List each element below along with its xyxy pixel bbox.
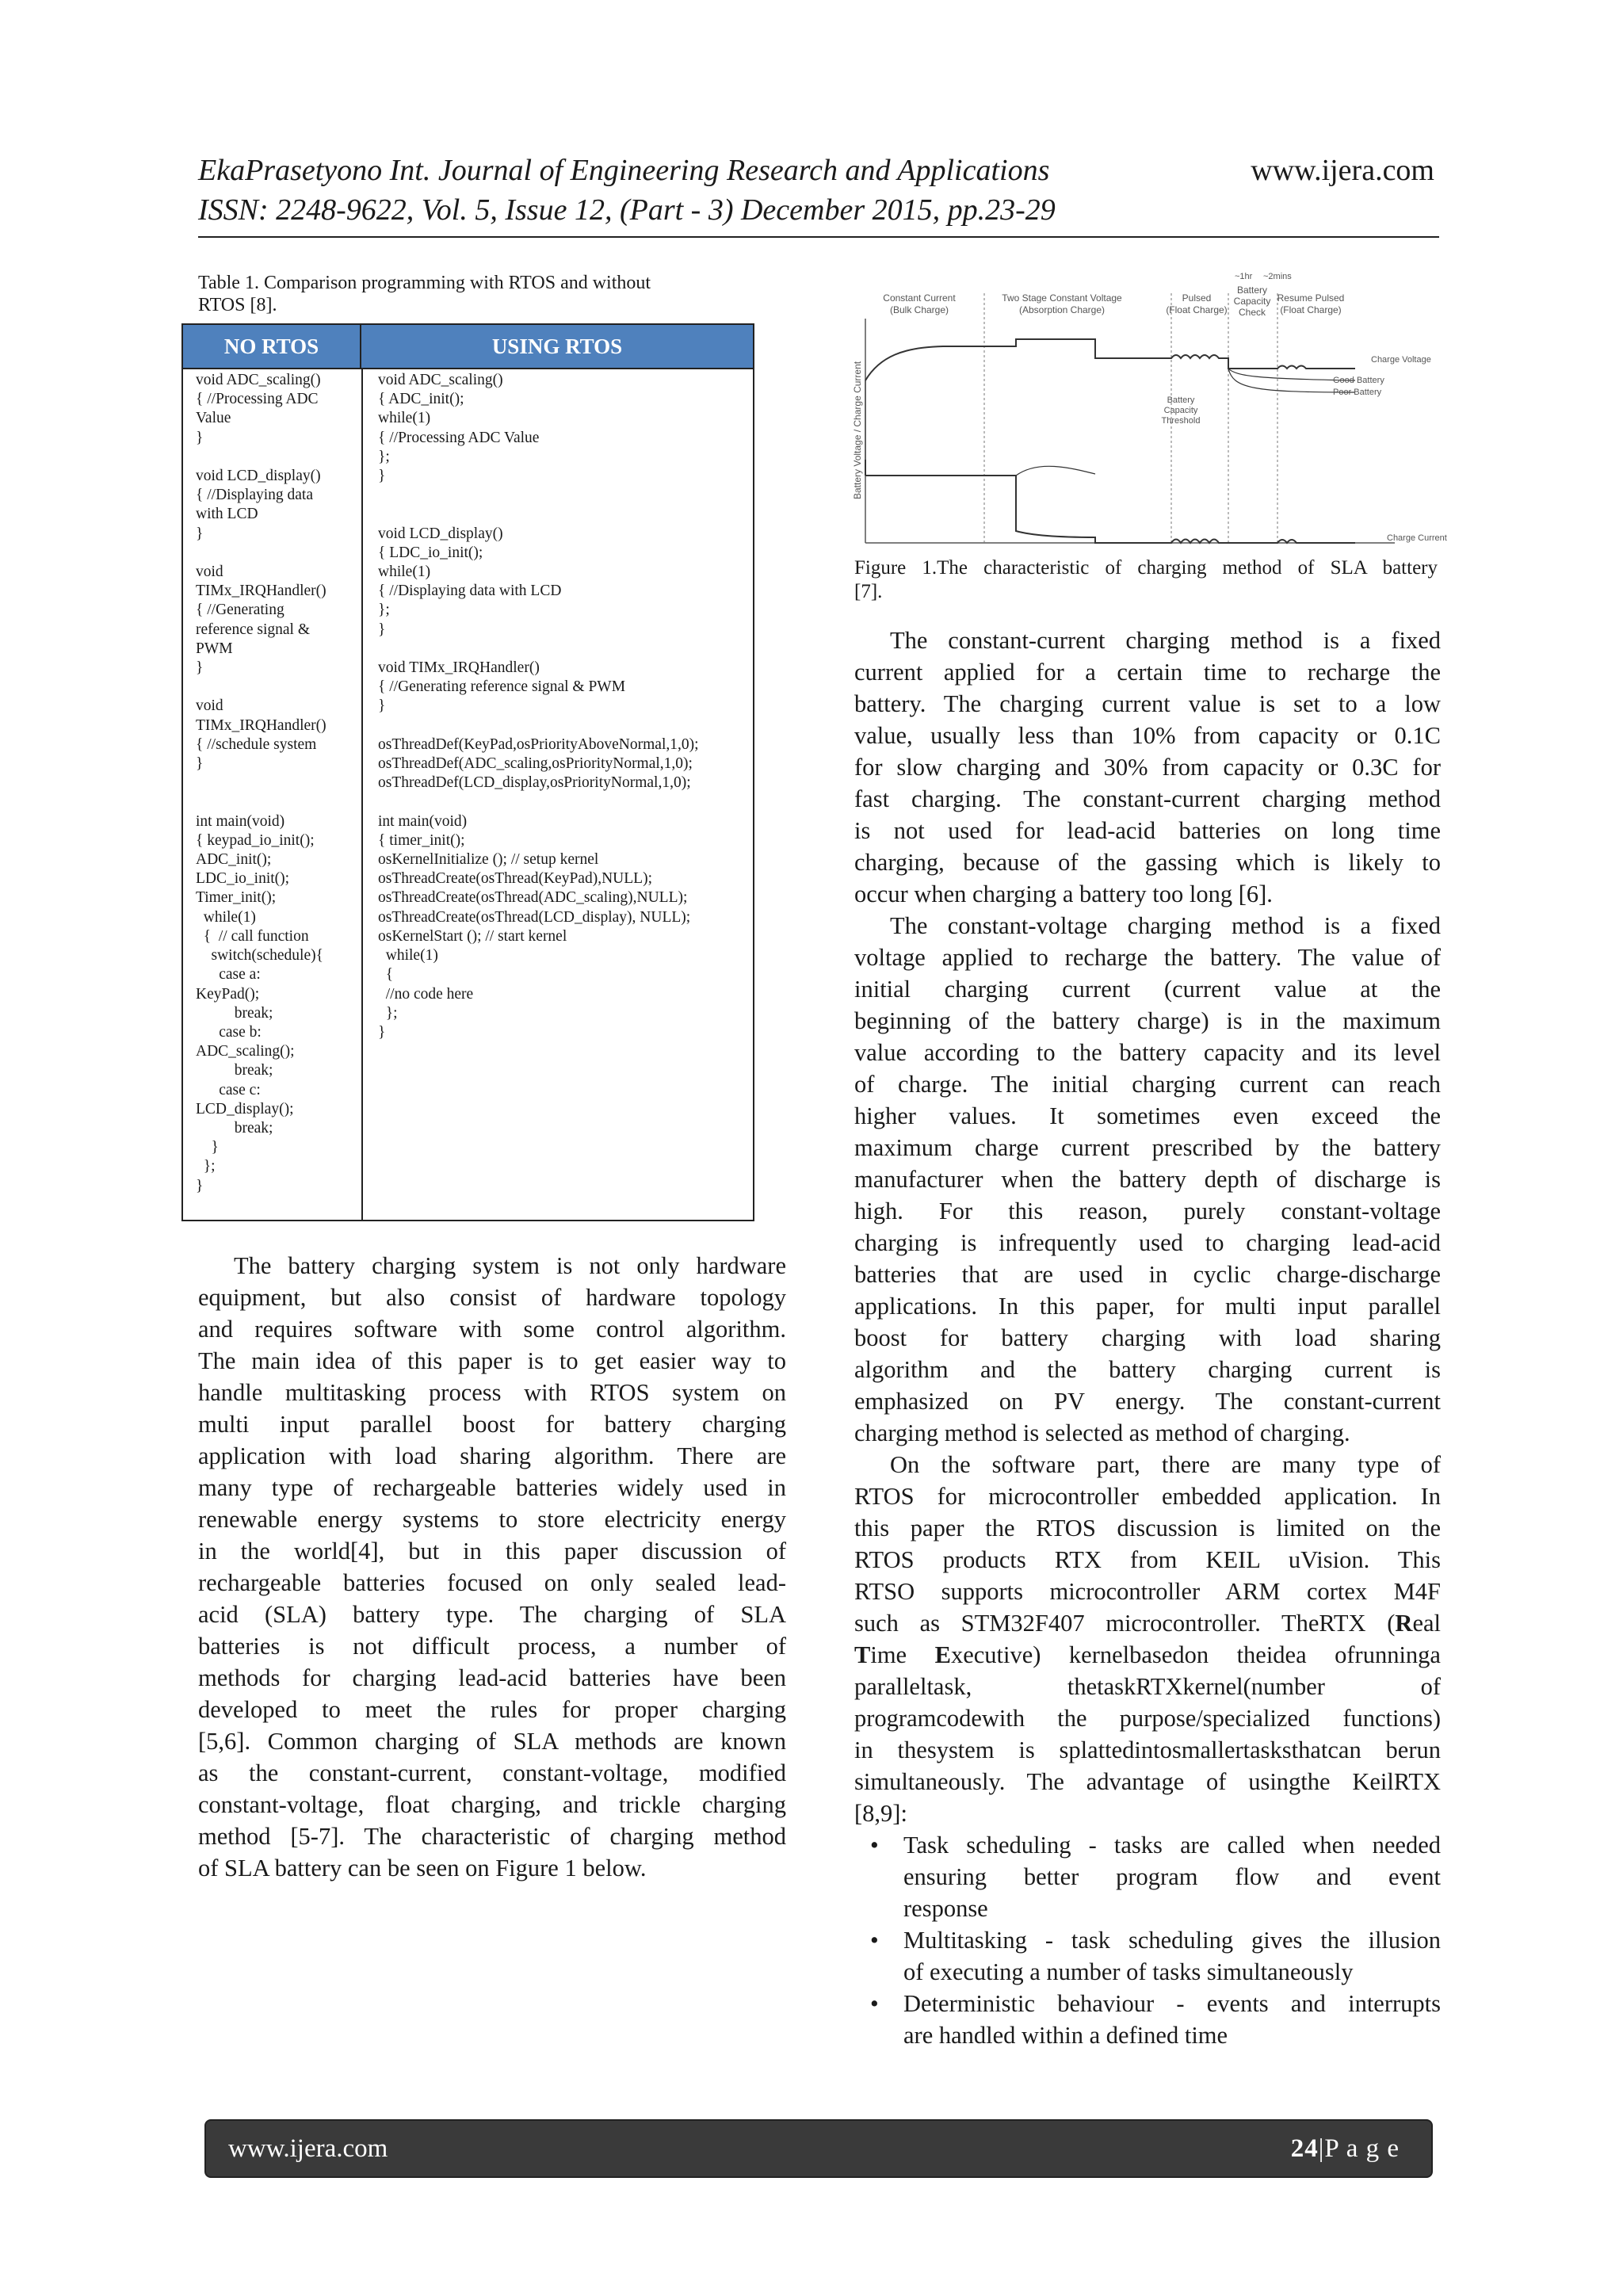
table-caption-line: Table 1. Comparison programming with RTOS and without — [198, 273, 651, 293]
text-line: ensuring better program flow and event — [903, 1863, 1441, 1890]
text-line: boost for battery charging with load sharing — [854, 1324, 1441, 1351]
text-line: The battery charging system is not only hardware — [234, 1252, 786, 1279]
list-item-multitasking — [854, 1924, 1441, 1988]
text-line: renewable energy systems to store electricity energy — [198, 1506, 786, 1533]
text-line: initial charging current (current value at the — [854, 976, 1441, 1003]
figure-legend — [1162, 355, 1447, 543]
paragraph-software-rtos — [854, 1449, 1441, 1829]
text-line: value according to the battery capacity and its level — [854, 1039, 1441, 1066]
text-line: is not used for lead-acid batteries on long time — [854, 817, 1441, 844]
text-line: as the constant-current, constant-voltage, modified — [198, 1759, 786, 1786]
charge-current-decay — [1016, 466, 1095, 476]
figure-caption-line: [7]. — [854, 581, 883, 602]
text-line: higher values. It sometimes even exceed the — [854, 1102, 1441, 1129]
stage4-sublabel1: Capacity — [1233, 296, 1271, 307]
table-caption — [198, 272, 729, 316]
text-line: The constant-voltage charging method is a fixed — [890, 912, 1441, 939]
text-line: RTSO supports microcontroller ARM cortex M4F — [854, 1578, 1441, 1605]
paragraph-constant-current — [854, 625, 1441, 910]
journal-title: EkaPrasetyono Int. Journal of Engineering Research and Applications — [198, 154, 1050, 187]
right-body-column — [854, 625, 1441, 2051]
text-line: are handled within a defined time — [903, 2022, 1228, 2049]
paragraph-constant-voltage — [854, 910, 1441, 1449]
text-line: response — [903, 1895, 988, 1922]
charge-current-line — [865, 460, 1355, 543]
text-line: in the world[4], but in this paper discussion of — [198, 1538, 786, 1564]
threshold-label: Threshold — [1161, 416, 1201, 426]
text-line: • Multitasking - task scheduling gives the illusion — [903, 1927, 1441, 1954]
text-line: algorithm and the battery charging current is — [854, 1356, 1441, 1383]
text-line: methods for charging lead-acid batteries have been — [198, 1664, 786, 1691]
text-line: method [5-7]. The characteristic of charging method — [198, 1823, 786, 1850]
stage1-label: Constant Current — [883, 292, 956, 304]
text-line: The constant-current charging method is a fixed — [890, 627, 1441, 654]
text-line: occur when charging a battery too long [6]. — [854, 881, 1273, 907]
stage-dividers — [984, 293, 1277, 543]
text-run: ime — [870, 1641, 935, 1668]
stage3-sublabel: (Float Charge) — [1166, 304, 1228, 315]
figure-time-markers — [1235, 272, 1292, 281]
text-line: this paper the RTOS discussion is limited on the — [854, 1515, 1441, 1541]
text-line: and requires software with some control algorithm. — [198, 1316, 786, 1343]
text-line: RTOS products RTX from KEIL uVision. This — [854, 1546, 1441, 1573]
text-line: • Task scheduling - tasks are called when needed — [903, 1832, 1441, 1859]
text-run: such as STM32F407 microcontroller. TheRTX ( — [854, 1610, 1396, 1637]
text-run: eal — [1412, 1610, 1441, 1637]
table-column-divider — [361, 369, 363, 1220]
text-line: • Deterministic behaviour - events and interrupts — [903, 1990, 1441, 2017]
text-line: emphasized on PV energy. The constant-current — [854, 1388, 1441, 1415]
table-header-using-rtos: USING RTOS — [491, 334, 623, 358]
journal-url[interactable]: www.ijera.com — [1251, 154, 1434, 187]
paragraph-battery-charging-system — [198, 1250, 786, 1884]
list-item-task-scheduling — [854, 1829, 1441, 1924]
text-line — [854, 1607, 1441, 1639]
charge-current-curve — [865, 380, 1355, 543]
text-line: value, usually less than 10% from capacity or 0.1C — [854, 722, 1441, 749]
text-line: of SLA battery can be seen on Figure 1 below. — [198, 1855, 647, 1881]
text-line: charging is infrequently used to charging lead-acid — [854, 1229, 1441, 1256]
text-line: application with load sharing algorithm. There are — [198, 1442, 786, 1469]
figure-caption-line: Figure 1.The characteristic of charging method of SLA battery — [854, 557, 1438, 579]
text-run-bold: R — [1395, 1610, 1413, 1637]
text-line: of charge. The initial charging current can reach — [854, 1071, 1441, 1098]
text-line: [8,9]: — [854, 1800, 907, 1827]
page-label: |P a g e — [1318, 2134, 1400, 2163]
stage2-label: Two Stage Constant Voltage — [1002, 292, 1122, 304]
text-line: simultaneously. The advantage of usingthe KeilRTX — [854, 1768, 1441, 1795]
text-line: programcodewith the purpose/specialized functions) — [854, 1705, 1441, 1732]
text-line: applications. In this paper, for multi input parallel — [854, 1293, 1441, 1320]
list-item-deterministic-behaviour — [854, 1988, 1441, 2051]
text-run: xecutive) kernelbasedon theidea ofrunninga — [950, 1641, 1441, 1668]
legend-good-battery: Good Battery — [1333, 376, 1384, 385]
stage4-label: Battery — [1236, 285, 1268, 296]
text-line: many type of rechargeable batteries widely used in — [198, 1474, 786, 1501]
journal-issn: ISSN: 2248-9622, Vol. 5, Issue 12, (Part - 3) December 2015, pp.23-29 — [198, 193, 1056, 227]
text-line: manufacturer when the battery depth of discharge is — [854, 1166, 1441, 1193]
text-line: charging, because of the gassing which is likely to — [854, 849, 1441, 876]
text-line — [854, 1639, 1441, 1671]
text-line: battery. The charging current value is set to a low — [854, 690, 1441, 717]
stage5-sublabel: (Float Charge) — [1280, 304, 1342, 315]
figure-axes — [865, 319, 1395, 543]
text-line: of executing a number of tasks simultaneously — [903, 1958, 1354, 1985]
text-line: equipment, but also consist of hardware topology — [198, 1284, 786, 1311]
text-line: in thesystem is splattedintosmallertasksthatcan berun — [854, 1736, 1441, 1763]
code-using-rtos: void ADC_scaling() { ADC_init(); while(1) { //Processing ADC Value }; } void LCD_display() { LDC_io_init(); while(1) { //Displaying data with LCD }; } void TIMx_IRQHandler() { //Generating reference signal & PWM } osThreadDef(KeyPad,osPriorityAboveNormal,1,0); osThreadDef(ADC_scaling,osPriorityNormal,1,0); osThreadDef(LCD_display,osPriorityNormal,1,0); int main(void) { timer_init(); osKernelInitialize (); // setup kernel osThreadCreate(osThread(KeyPad),NULL); osThreadCreate(osThread(ADC_scaling),NULL); osThreadCreate(osThread(LCD_display), NULL); osKernelStart (); // start kernel while(1) { //no code here }; } — [378, 372, 699, 1041]
figure-stage-labels — [883, 285, 1344, 318]
legend-charge-current: Charge Current — [1387, 533, 1447, 543]
text-line: paralleltask, thetaskRTXkernel(number of — [854, 1673, 1441, 1700]
stage1-sublabel: (Bulk Charge) — [889, 304, 949, 315]
footer-url[interactable]: www.ijera.com — [228, 2134, 388, 2163]
table-caption-line: RTOS [8]. — [198, 295, 277, 315]
sla-charging-figure — [848, 269, 1450, 555]
table-header-row — [183, 325, 753, 369]
figure-caption — [854, 556, 1438, 604]
text-line: batteries is not difficult process, a number of — [198, 1633, 786, 1660]
journal-header-line1 — [198, 151, 1434, 190]
text-line: RTOS for microcontroller embedded application. In — [854, 1483, 1441, 1510]
text-line: beginning of the battery charge) is in the maximum — [854, 1007, 1441, 1034]
text-line: handle multitasking process with RTOS system on — [198, 1379, 786, 1406]
stage2-sublabel: (Absorption Charge) — [1018, 304, 1106, 315]
text-line: voltage applied to recharge the battery. The value of — [854, 944, 1441, 971]
header-rule — [198, 236, 1439, 238]
threshold-label: Capacity — [1163, 406, 1198, 415]
page-number: 24 — [1290, 2134, 1319, 2163]
left-body-column — [198, 1250, 786, 1884]
text-line: fast charging. The constant-current charging method — [854, 785, 1441, 812]
table-header-no-rtos: NO RTOS — [183, 325, 361, 368]
text-line: rechargeable batteries focused on only sealed lead- — [198, 1569, 786, 1596]
text-line: for slow charging and 30% from capacity or 0.3C for — [854, 754, 1441, 781]
comparison-table — [181, 323, 754, 1221]
text-line: current applied for a certain time to recharge the — [854, 659, 1441, 686]
stage5-label: Resume Pulsed — [1277, 292, 1345, 304]
time-marker-1hr: ~1hr — [1235, 272, 1253, 281]
legend-poor-battery: Poor Battery — [1333, 388, 1382, 397]
time-marker-2mins: ~2mins — [1263, 272, 1292, 281]
page-footer — [204, 2119, 1433, 2178]
y-axis-label: Battery Voltage / Charge Current — [852, 361, 863, 499]
text-run-bold: T — [854, 1641, 871, 1668]
text-line: multi input parallel boost for battery charging — [198, 1411, 786, 1438]
text-line: developed to meet the rules for proper charging — [198, 1696, 786, 1723]
legend-charge-voltage: Charge Voltage — [1371, 355, 1431, 365]
charge-voltage-curve — [865, 339, 1355, 392]
text-line: The main idea of this paper is to get easier way to — [198, 1347, 786, 1374]
text-line: On the software part, there are many type of — [890, 1451, 1441, 1478]
text-line: [5,6]. Common charging of SLA methods are known — [198, 1728, 786, 1755]
stage3-label: Pulsed — [1182, 292, 1212, 304]
charge-voltage-line — [865, 339, 1355, 380]
text-line: charging method is selected as method of charging. — [854, 1419, 1350, 1446]
threshold-label: Battery — [1167, 395, 1195, 405]
text-line: maximum charge current prescribed by the battery — [854, 1134, 1441, 1161]
text-run-bold: E — [934, 1641, 951, 1668]
code-no-rtos: void ADC_scaling() { //Processing ADC Value } void LCD_display() { //Displaying data with LCD } void TIMx_IRQHandler() { //Generating reference signal & PWM } void TIMx_IRQHandler() { //schedule system } int main(void) { keypad_io_init(); ADC_init(); LDC_io_init(); Timer_init(); while(1) { // call function switch(schedule){ case a: KeyPad(); break; case b: ADC_scaling(); break; case c: LCD_display(); break; } }; } — [196, 372, 327, 1194]
footer-page-number — [1291, 2121, 1400, 2176]
text-line: constant-voltage, float charging, and trickle charging — [198, 1791, 786, 1818]
stage4-sublabel2: Check — [1238, 307, 1266, 318]
text-line: acid (SLA) battery type. The charging of SLA — [198, 1601, 786, 1628]
text-line: high. For this reason, purely constant-voltage — [854, 1198, 1441, 1224]
keil-rtx-advantages-list — [854, 1829, 1441, 2051]
text-line: batteries that are used in cyclic charge-discharge — [854, 1261, 1441, 1288]
